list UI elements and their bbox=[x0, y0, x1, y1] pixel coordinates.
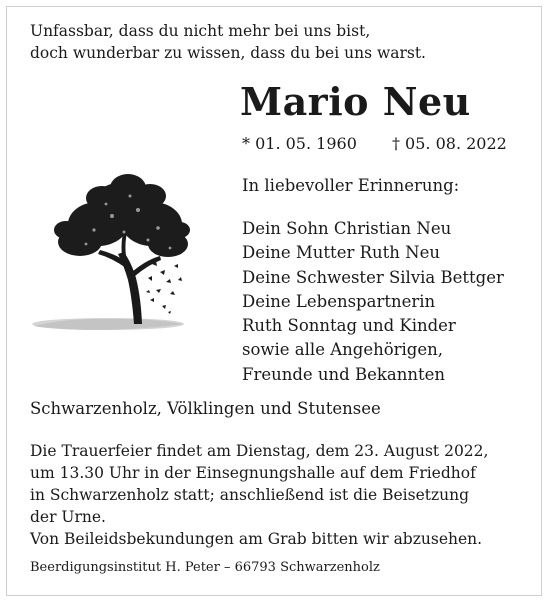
mourner-line: Dein Sohn Christian Neu bbox=[242, 219, 452, 238]
mourner-line: Freunde und Bekannten bbox=[242, 364, 445, 384]
mourner-line: sowie alle Angehörigen, bbox=[242, 340, 444, 360]
info-line: Die Trauerfeier findet am Dienstag, dem 23. August 2022, bbox=[30, 442, 489, 460]
motto-line: Unfassbar, dass du nicht mehr bei uns bist, bbox=[30, 22, 371, 40]
mourner-line: Deine Lebenspartnerin bbox=[242, 291, 436, 311]
deceased-name: Mario Neu bbox=[240, 79, 471, 124]
birth-date: * 01. 05. 1960 bbox=[242, 134, 357, 153]
funeral-info bbox=[30, 440, 488, 550]
mourner-line: Ruth Sonntag und Kinder bbox=[242, 316, 456, 336]
mourners-list bbox=[242, 217, 504, 387]
info-line: der Urne. bbox=[30, 508, 106, 526]
mourner-line: Deine Mutter Ruth Neu bbox=[242, 243, 440, 263]
info-line: Von Beileidsbekundungen am Grab bitten wir abzusehen. bbox=[30, 530, 483, 548]
info-line: in Schwarzenholz statt; anschließend ist die Beisetzung bbox=[30, 486, 470, 504]
funeral-home: Beerdigungsinstitut H. Peter – 66793 Schwarzenholz bbox=[30, 560, 380, 575]
life-dates bbox=[242, 134, 507, 153]
motto-line: doch wunderbar zu wissen, dass du bei uns warst. bbox=[30, 44, 426, 62]
death-date: † 05. 08. 2022 bbox=[391, 134, 507, 153]
remembrance-intro: In liebevoller Erinnerung: bbox=[242, 176, 460, 195]
tree-with-falling-leaves-icon bbox=[28, 168, 190, 336]
family-places: Schwarzenholz, Völklingen und Stutensee bbox=[30, 399, 381, 418]
motto-verse bbox=[30, 20, 426, 64]
mourner-line: Deine Schwester Silvia Bettger bbox=[242, 267, 504, 287]
info-line: um 13.30 Uhr in der Einsegnungshalle auf dem Friedhof bbox=[30, 464, 476, 482]
